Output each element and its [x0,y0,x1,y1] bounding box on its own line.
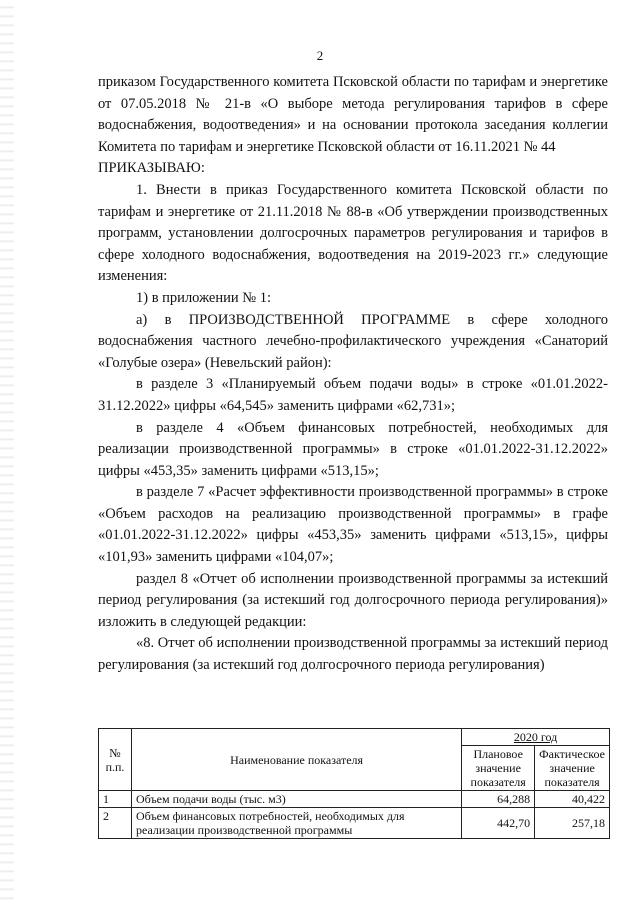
header-fact-value: Фактическое значение показателя [535,746,610,791]
paragraph-program: а) в ПРОИЗВОДСТВЕННОЙ ПРОГРАММЕ в сфере холодного водоснабжения частного лечебно-профилактического учреждения «Санаторий «Голубые озера» (Невельский район): [98,311,608,371]
table-row [99,808,610,839]
paragraph-section-8: раздел 8 «Отчет об исполнении производственной программы за истекший период регулирования (за истекший год долгосрочного периода регулирования)» изложить в следующей редакции: [98,570,608,630]
paragraph-section-4: в разделе 4 «Объем финансовых потребностей, необходимых для реализации производственной программы» в строке «01.01.2022-31.12.2022» цифры «453,35» заменить цифрами «513,15»; [98,419,608,479]
row-number: 1 [99,791,132,808]
row-plan-value: 64,288 [462,791,535,808]
paragraph-section-3: в разделе 3 «Планируемый объем подачи воды» в строке «01.01.2022-31.12.2022» цифры «64,545» заменить цифрами «62,731»; [98,376,608,414]
paragraph-report-title: «8. Отчет об исполнении производственной программы за истекший период регулирования (за истекший год долгосрочного периода регулирования) [98,635,608,674]
row-number: 2 [99,808,132,839]
header-indicator-name: Наименование показателя [132,729,462,791]
row-indicator: Объем финансовых потребностей, необходимых для реализации производственной программы [132,808,462,839]
report-table [98,728,610,839]
header-plan-value: Плановое значение показателя [462,746,535,791]
paragraph-appendix: 1) в приложении № 1: [136,289,271,306]
table-header-row [99,729,610,746]
page-number: 2 [316,48,324,63]
row-indicator: Объем подачи воды (тыс. м3) [132,791,462,808]
scan-edge-artifact [0,0,14,905]
paragraph-order-heading: ПРИКАЗЫВАЮ: [98,160,205,177]
row-fact-value: 40,422 [535,791,610,808]
paragraph-basis: приказом Государственного комитета Псковской области по тарифам и энергетике от 07.05.2018 № 21-в «О выборе метода регулирования тарифов в сфере водоснабжения, водоотведения» и на основании протокола заседания коллегии Комитета по тарифам и энергетике Псковской области от 16.11.2021 № 44 [98,74,608,155]
row-plan-value: 442,70 [462,808,535,839]
table-row [99,791,610,808]
document-body [98,72,608,677]
header-number: № п.п. [99,729,132,791]
paragraph-item-1: 1. Внести в приказ Государственного комитета Псковской области по тарифам и энергетике от 21.11.2018 № 88-в «Об утверждении производственных программ, установлении долгосрочных параметров регулирования и тарифов в сфере холодного водоснабжения, водоотведения на 2019-2023 гг.» следующие изменения: [98,181,608,285]
row-fact-value: 257,18 [535,808,610,839]
paragraph-section-7: в разделе 7 «Расчет эффективности производственной программы» в строке «Объем расходов на реализацию производственной программы» в графе «01.01.2022-31.12.2022» цифры «453,35» заменить цифрами «513,15», цифры «101,93» заменить цифрами «104,07»; [98,484,608,566]
header-year: 2020 год [462,729,610,746]
